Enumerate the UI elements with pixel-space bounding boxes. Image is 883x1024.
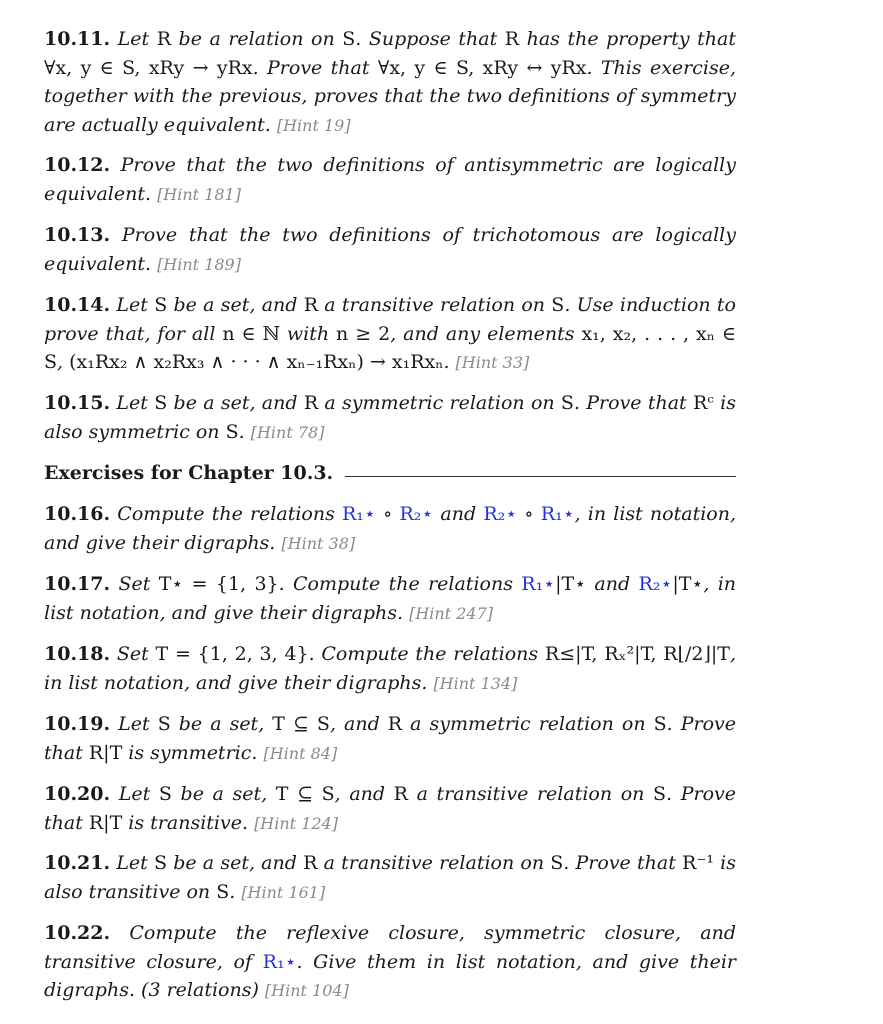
exercise-number: 10.22.	[44, 922, 111, 944]
section-rule	[345, 476, 736, 477]
text-run: a transitive relation on	[318, 294, 552, 316]
exercise-text	[44, 154, 736, 205]
text-run: Prove that the two definitions of trichotomous are logically equivalent.	[44, 224, 736, 275]
math-expression: S	[551, 294, 565, 316]
relation-link[interactable]: R₁⋆	[540, 503, 575, 525]
text-run: . Prove that	[573, 392, 693, 414]
hint-link[interactable]: [Hint 181]	[157, 184, 241, 204]
math-expression: R	[156, 28, 172, 50]
text-run: , in list notation, and give their digraphs.	[44, 573, 737, 624]
exercise-10-16	[44, 500, 736, 558]
hint-link[interactable]: [Hint 38]	[281, 533, 356, 553]
text-run: and	[586, 573, 639, 595]
math-expression: S	[653, 713, 667, 735]
math-expression: n ≥ 2	[336, 322, 391, 345]
math-expression: ∀x, y ∈ S, xRy → yRx	[44, 56, 253, 79]
text-run: Let	[118, 713, 158, 735]
math-expression: T⋆ = {1, 3}	[158, 573, 279, 595]
text-run: . Prove that	[563, 852, 683, 874]
math-expression: T = {1, 2, 3, 4}	[155, 643, 309, 665]
exercise-10-18	[44, 640, 736, 698]
text-run: . Prove that	[44, 783, 736, 834]
exercise-10-20	[44, 780, 736, 838]
math-expression: ∘	[375, 503, 400, 525]
exercise-text	[44, 294, 736, 373]
section-heading-text: Exercises for Chapter 10.3.	[44, 462, 334, 484]
text-run: Set	[116, 643, 156, 665]
exercise-10-19	[44, 710, 736, 768]
exercise-text	[44, 922, 736, 1001]
text-run: is symmetric.	[122, 741, 258, 764]
math-expression: R⁻¹	[682, 852, 714, 874]
math-expression: R	[393, 783, 408, 805]
text-run: Let	[116, 294, 155, 316]
relation-link[interactable]: R₂⋆	[399, 503, 434, 525]
text-run: , in list notation, and give their digraphs.	[44, 503, 736, 554]
text-run: with	[279, 322, 337, 345]
math-expression: R	[303, 294, 319, 316]
relation-link[interactable]: R₁⋆	[262, 950, 297, 973]
exercise-text	[44, 392, 736, 443]
text-run: is also transitive on	[44, 852, 736, 903]
text-run: , and	[334, 783, 394, 805]
text-run: Let	[118, 783, 159, 805]
hint-link[interactable]: [Hint 189]	[157, 254, 241, 274]
exercise-number: 10.15.	[44, 392, 111, 414]
hint-link[interactable]: [Hint 124]	[254, 813, 338, 833]
text-run: be a set,	[170, 713, 273, 735]
text-run: a symmetric relation on	[402, 713, 654, 735]
hint-link[interactable]: [Hint 134]	[433, 673, 518, 693]
hint-link[interactable]: [Hint 247]	[409, 603, 493, 623]
text-run: has the property that	[519, 28, 737, 50]
exercise-10-21	[44, 849, 736, 907]
exercise-10-12	[44, 151, 736, 209]
text-run: , in list notation, and give their digraphs.	[44, 643, 736, 694]
text-run: Compute the relations	[117, 503, 342, 525]
text-run: . Prove that	[44, 713, 736, 764]
math-expression: x₁, x₂, . . . , xₙ ∈ S	[44, 322, 736, 373]
math-expression: |T⋆	[672, 573, 704, 595]
hint-link[interactable]: [Hint 104]	[264, 981, 349, 1000]
text-run: Compute the reflexive closure, symmetric closure, and transitive closure, of	[44, 922, 736, 973]
math-expression: T ⊆ S	[272, 713, 330, 735]
math-expression: n ∈ ℕ	[222, 322, 280, 345]
hint-link[interactable]: [Hint 161]	[241, 882, 326, 902]
text-run: be a set, and	[167, 852, 304, 874]
text-run: a symmetric relation on	[318, 392, 561, 414]
exercise-text	[44, 643, 736, 694]
text-run: . Suppose that	[355, 28, 505, 50]
exercise-number: 10.20.	[44, 783, 111, 805]
exercise-number: 10.12.	[44, 154, 111, 176]
text-run: be a relation on	[171, 28, 343, 50]
text-run: , and any elements	[390, 322, 582, 345]
relation-link[interactable]: R₁⋆	[521, 573, 556, 595]
text-run: is transitive.	[122, 811, 249, 834]
exercise-10-14	[44, 291, 736, 378]
math-expression: S	[342, 28, 356, 50]
relation-link[interactable]: R₁⋆	[342, 503, 376, 525]
math-expression: ∀x, y ∈ S, xRy ↔ yRx	[377, 56, 587, 79]
text-run: a transitive relation on	[317, 852, 551, 874]
exercise-number: 10.19.	[44, 713, 111, 735]
text-run: , and	[329, 713, 388, 735]
relation-link[interactable]: R₂⋆	[638, 573, 673, 595]
text-run: .	[238, 420, 245, 443]
exercise-10-11	[44, 25, 736, 140]
exercise-text	[44, 503, 736, 554]
exercise-text	[44, 573, 736, 624]
text-run: . Use induction to prove that, for all	[44, 294, 737, 345]
math-expression: Rᶜ	[692, 392, 714, 414]
math-expression: R	[303, 852, 318, 874]
text-run: Let	[117, 28, 157, 50]
math-expression: S	[154, 392, 168, 414]
text-run: . Compute the relations	[278, 573, 522, 595]
exercise-number: 10.16.	[44, 503, 111, 525]
math-expression: R|T	[88, 811, 123, 834]
math-expression: R≤|T, Rₓ²|T, R⌊/2⌋|T	[544, 643, 730, 665]
math-expression: S	[550, 852, 564, 874]
exercise-text	[44, 783, 736, 834]
hint-link[interactable]: [Hint 84]	[263, 743, 338, 763]
math-expression: S	[225, 420, 239, 443]
section-heading	[44, 458, 736, 488]
text-run: a transitive relation on	[407, 783, 654, 805]
exercise-text	[44, 852, 736, 903]
text-run: . Give them in list notation, and give their digraphs. (3 relations)	[44, 950, 737, 1001]
text-run: be a set,	[171, 783, 276, 805]
math-expression: S	[154, 294, 168, 316]
text-run: Let	[116, 392, 155, 414]
hint-link[interactable]: [Hint 78]	[250, 422, 325, 442]
math-expression: S	[653, 783, 667, 805]
text-run: and	[433, 503, 484, 525]
text-run: Let	[116, 852, 154, 874]
math-expression: ∘	[517, 503, 541, 525]
math-expression: T ⊆ S	[275, 783, 335, 805]
exercise-text	[44, 28, 736, 136]
exercise-number: 10.11.	[44, 28, 111, 50]
text-run: . This exercise, together with the previous, proves that the two definitions of symmetry are actually equivalent.	[44, 56, 737, 136]
text-run: Prove that the two definitions of antisymmetric are logically equivalent.	[44, 154, 736, 205]
text-run: .	[443, 351, 450, 373]
exercise-text	[44, 224, 736, 275]
exercise-10-17	[44, 570, 736, 628]
math-expression: S	[158, 783, 172, 805]
math-expression: |T⋆	[555, 573, 587, 595]
text-run: is also symmetric on	[44, 392, 736, 443]
math-expression: R	[387, 713, 403, 735]
exercise-number: 10.18.	[44, 643, 111, 665]
math-expression: (x₁Rx₂ ∧ x₂Rx₃ ∧ · · · ∧ xₙ₋₁Rxₙ) → x₁Rxₙ	[69, 351, 444, 373]
text-run: Set	[118, 573, 159, 595]
text-run: ,	[57, 351, 70, 373]
exercise-number: 10.13.	[44, 224, 111, 246]
exercise-10-15	[44, 389, 736, 447]
text-run: be a set, and	[167, 392, 304, 414]
exercise-text	[44, 713, 736, 764]
math-expression: S	[216, 880, 230, 903]
hint-link[interactable]: [Hint 19]	[276, 115, 351, 135]
exercise-10-22	[44, 919, 736, 1006]
math-expression: S	[154, 852, 168, 874]
text-run: .	[229, 880, 236, 903]
math-expression: R	[303, 392, 319, 414]
exercise-number: 10.17.	[44, 573, 111, 595]
exercise-number: 10.14.	[44, 294, 111, 316]
exercise-number: 10.21.	[44, 852, 111, 874]
math-expression: S	[560, 392, 574, 414]
exercise-10-13	[44, 221, 736, 279]
hint-link[interactable]: [Hint 33]	[455, 353, 530, 372]
math-expression: R	[504, 28, 520, 50]
text-run: . Prove that	[252, 56, 378, 79]
math-expression: R|T	[88, 741, 123, 764]
math-expression: S	[157, 713, 171, 735]
text-run: be a set, and	[167, 294, 304, 316]
relation-link[interactable]: R₂⋆	[483, 503, 518, 525]
text-run: . Compute the relations	[308, 643, 545, 665]
